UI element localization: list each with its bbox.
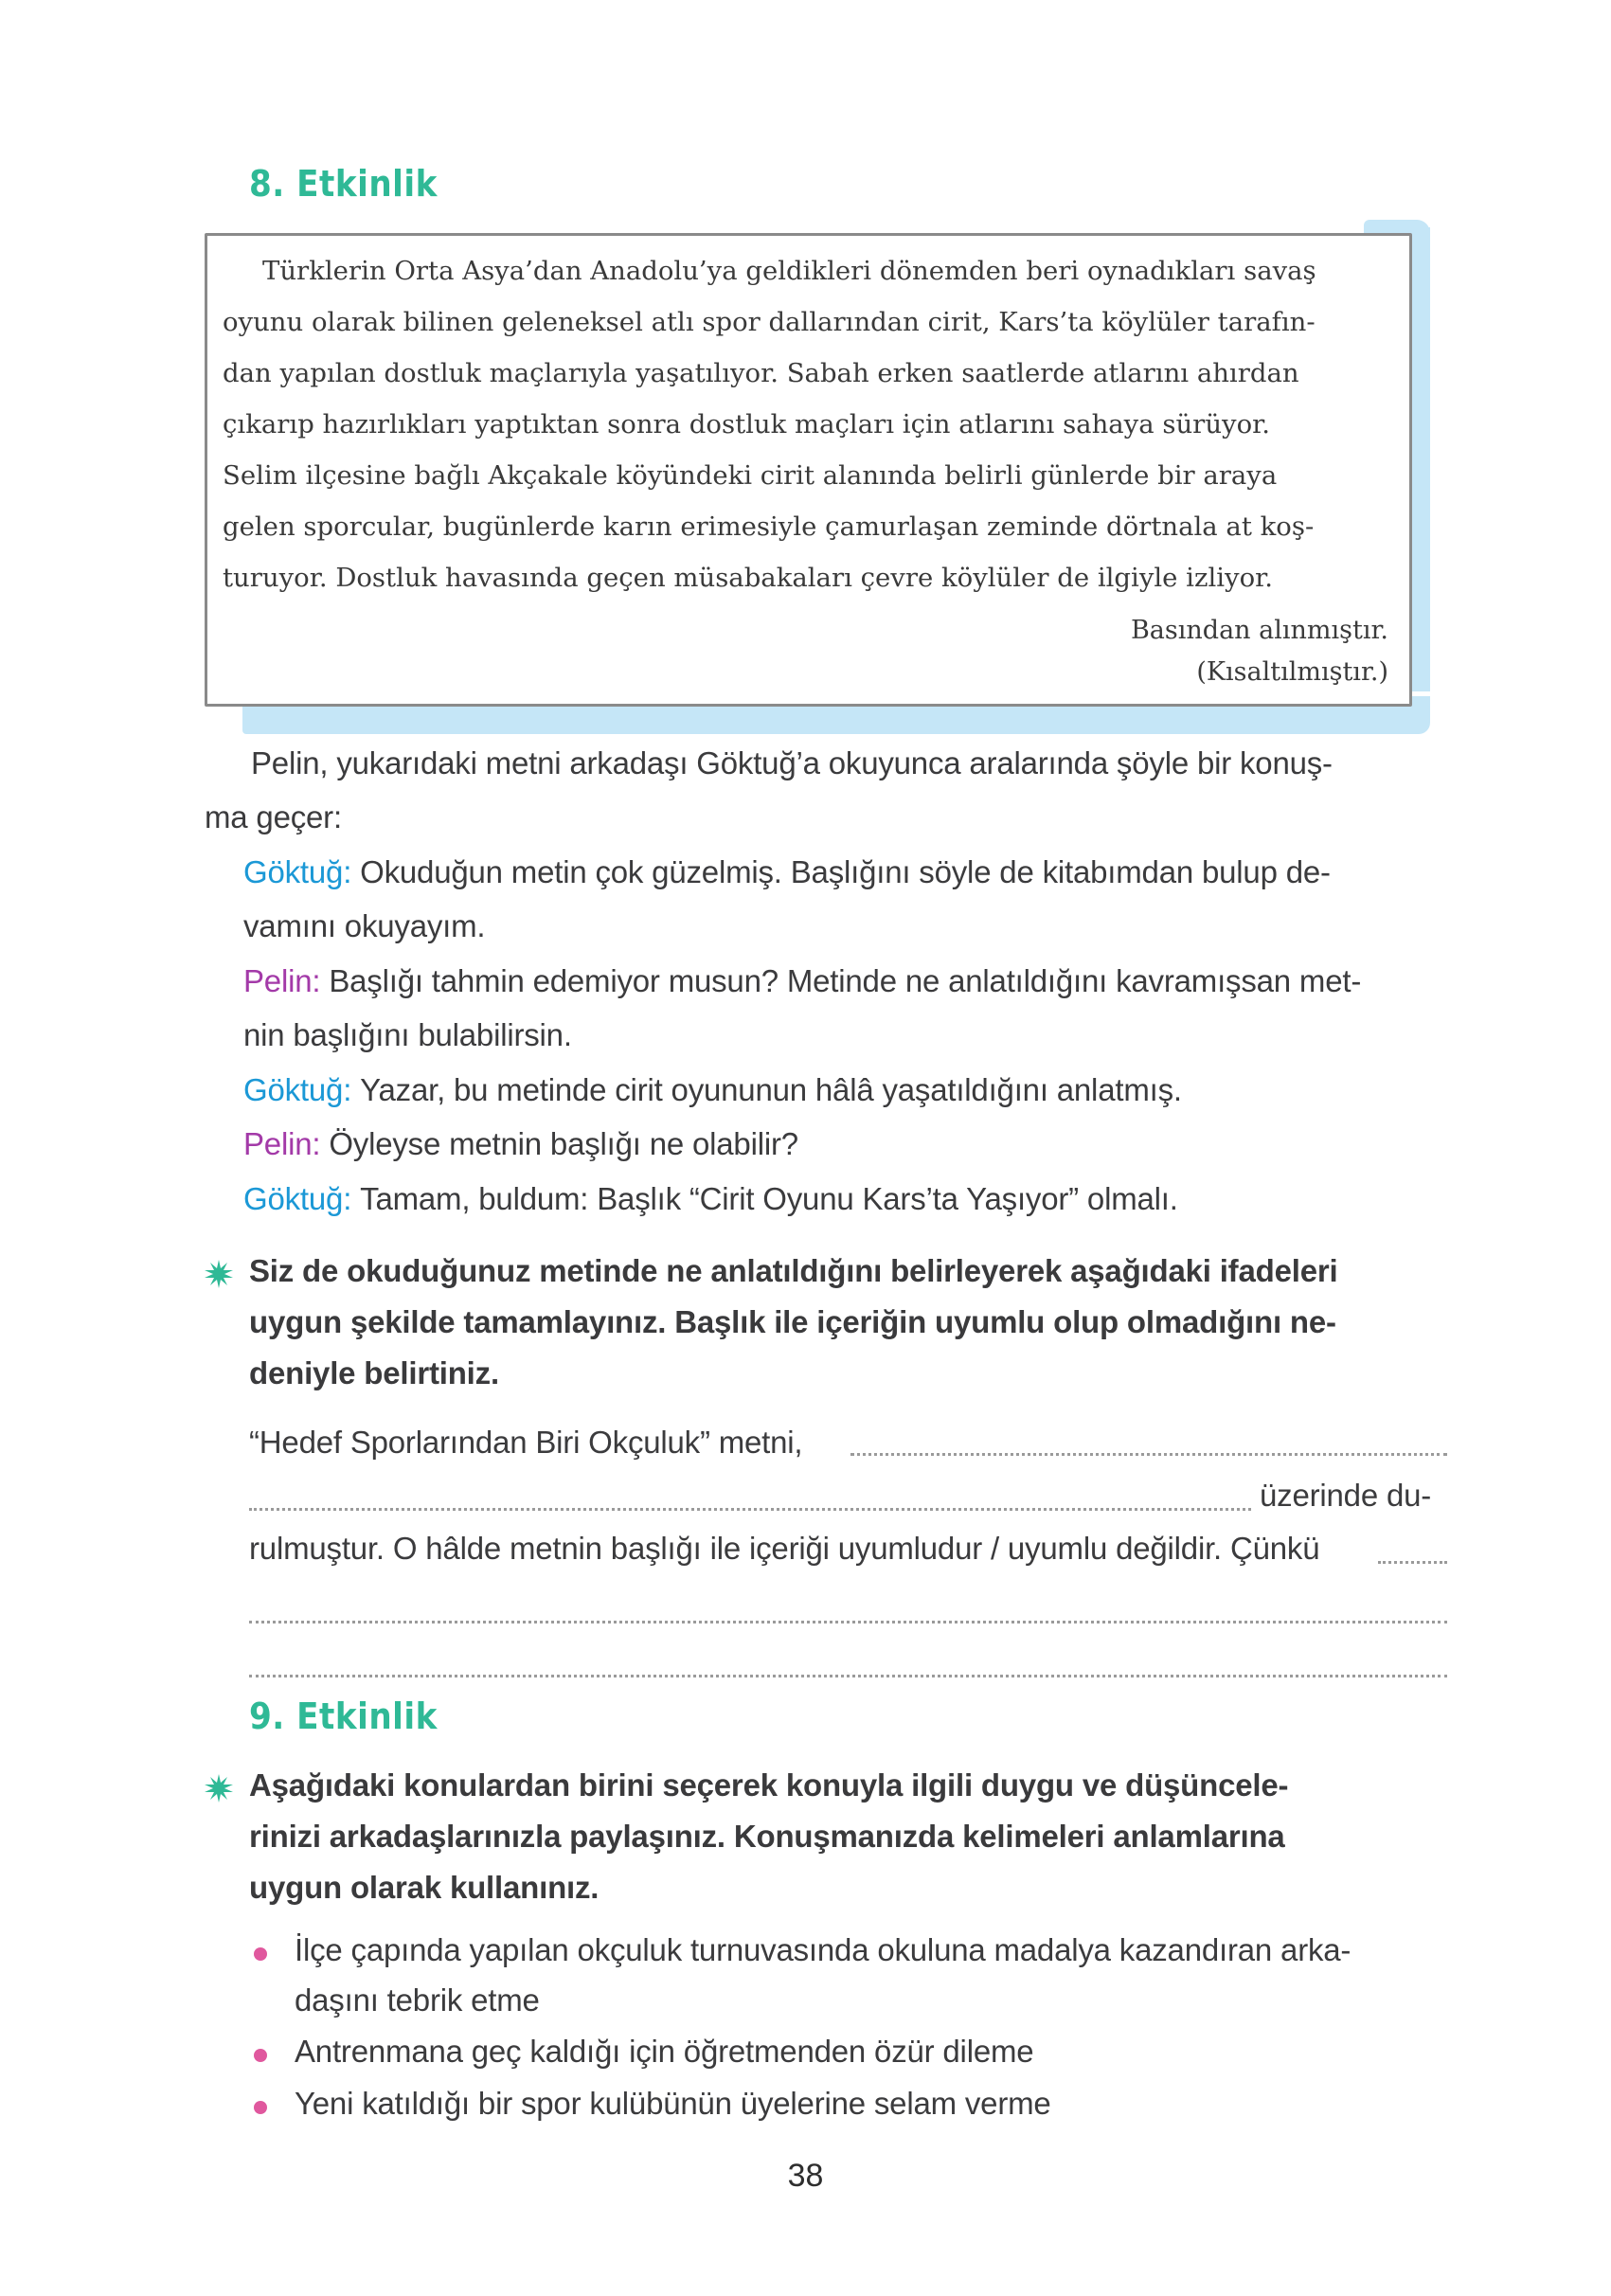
page-number: 38 xyxy=(787,2158,824,2194)
answer-blank-1[interactable] xyxy=(850,1453,1447,1456)
quote-source: Basından alınmıştır. xyxy=(1130,616,1388,645)
speaker-pelin: Pelin: xyxy=(243,1126,321,1161)
topic-item: İlçe çapında yapılan okçuluk turnuvasında okuluna madalya kazandıran arka- xyxy=(295,1932,1351,1967)
speaker-pelin: Pelin: xyxy=(243,963,321,998)
instruction-line: uygun olarak kullanınız. xyxy=(249,1870,600,1905)
topic-item-continuation: daşını tebrik etme xyxy=(295,1982,540,2018)
quote-text: oyunu olarak bilinen geleneksel atlı spor dallarından cirit, Kars’ta köylüler tarafın- xyxy=(223,307,1316,337)
dialogue-line xyxy=(243,1072,1182,1108)
quote-line xyxy=(223,358,1395,388)
star-bullet-icon xyxy=(205,1260,233,1288)
fill-in-text-1: “Hedef Sporlarından Biri Okçuluk” metni, xyxy=(249,1425,803,1460)
quote-text: dan yapılan dostluk maçlarıyla yaşatılıyor. Sabah erken saatlerde atlarını ahırdan xyxy=(223,358,1299,388)
fill-in-text-3: rulmuştur. O hâlde metnin başlığı ile içeriği uyumludur / uyumlu değildir. Çünkü xyxy=(249,1531,1320,1566)
instruction-line: rinizi arkadaşlarınızla paylaşınız. Konuşmanızda kelimeleri anlamlarına xyxy=(249,1819,1285,1854)
answer-blank-5[interactable] xyxy=(249,1675,1447,1677)
dialogue-text: Okuduğun metin çok güzelmiş. Başlığını söyle de kitabımdan bulup de- xyxy=(360,854,1331,889)
pink-bullet-icon xyxy=(254,1947,267,1961)
quote-text: çıkarıp hazırlıkları yaptıktan sonra dostluk maçları için atlarını sahaya sürüyor. xyxy=(223,409,1270,439)
instruction-line: deniyle belirtiniz. xyxy=(249,1355,499,1390)
dialogue-text: Başlığı tahmin edemiyor musun? Metinde ne anlatıldığını kavramışsan met- xyxy=(329,963,1362,998)
topic-item: Yeni katıldığı bir spor kulübünün üyelerine selam verme xyxy=(295,2086,1051,2121)
pink-bullet-icon xyxy=(254,2049,267,2062)
instruction-line: Siz de okuduğunuz metinde ne anlatıldığını belirleyerek aşağıdaki ifadeleri xyxy=(249,1253,1338,1288)
dialogue-line xyxy=(243,963,1361,999)
speaker-goktug: Göktuğ: xyxy=(243,854,352,889)
dialogue-line: nin başlığını bulabilirsin. xyxy=(243,1017,572,1052)
activity-8-heading: 8. Etkinlik xyxy=(249,163,438,205)
answer-blank-3[interactable] xyxy=(1378,1561,1447,1564)
dialogue-line: vamını okuyayım. xyxy=(243,908,486,943)
answer-blank-4[interactable] xyxy=(249,1621,1447,1623)
dialogue-line xyxy=(243,854,1331,890)
activity-9-heading: 9. Etkinlik xyxy=(249,1695,438,1737)
star-bullet-icon xyxy=(205,1774,233,1803)
quote-line xyxy=(223,409,1395,439)
speaker-goktug: Göktuğ: xyxy=(243,1181,352,1216)
quote-line xyxy=(223,563,1395,593)
intro-line-2: ma geçer: xyxy=(205,799,342,834)
topic-item: Antrenmana geç kaldığı için öğretmenden özür dileme xyxy=(295,2034,1034,2069)
answer-blank-2[interactable] xyxy=(249,1508,1251,1511)
dialogue-text: Yazar, bu metinde cirit oyununun hâlâ yaşatıldığını anlatmış. xyxy=(360,1072,1182,1107)
pink-bullet-icon xyxy=(254,2101,267,2114)
instruction-line: Aşağıdaki konulardan birini seçerek konuyla ilgili duygu ve düşüncele- xyxy=(249,1767,1289,1803)
quote-line xyxy=(262,256,1395,286)
dialogue-line xyxy=(243,1126,798,1162)
quote-text: Selim ilçesine bağlı Akçakale köyündeki cirit alanında belirli günlerde bir araya xyxy=(223,460,1278,491)
fill-in-text-2: üzerinde du- xyxy=(1260,1478,1432,1513)
dialogue-text: Tamam, buldum: Başlık “Cirit Oyunu Kars’ta Yaşıyor” olmalı. xyxy=(360,1181,1178,1216)
dialogue-line xyxy=(243,1181,1178,1217)
dialogue-text: Öyleyse metnin başlığı ne olabilir? xyxy=(329,1126,798,1161)
quote-line xyxy=(223,307,1395,337)
quote-line xyxy=(223,460,1395,491)
intro-line-1: Pelin, yukarıdaki metni arkadaşı Göktuğ’a okuyunca aralarında şöyle bir konuş- xyxy=(251,745,1333,780)
quote-text: Türklerin Orta Asya’dan Anadolu’ya geldikleri dönemden beri oynadıkları savaş xyxy=(262,256,1316,286)
quote-line xyxy=(223,511,1395,542)
quote-note: (Kısaltılmıştır.) xyxy=(1196,657,1388,687)
quote-text: gelen sporcular, bugünlerde karın erimesiyle çamurlaşan zeminde dörtnala at koş- xyxy=(223,511,1315,542)
quote-text: turuyor. Dostluk havasında geçen müsabakaları çevre köylüler de ilgiyle izliyor. xyxy=(223,563,1274,593)
instruction-line: uygun şekilde tamamlayınız. Başlık ile içeriğin uyumlu olup olmadığını ne- xyxy=(249,1304,1336,1339)
speaker-goktug: Göktuğ: xyxy=(243,1072,352,1107)
